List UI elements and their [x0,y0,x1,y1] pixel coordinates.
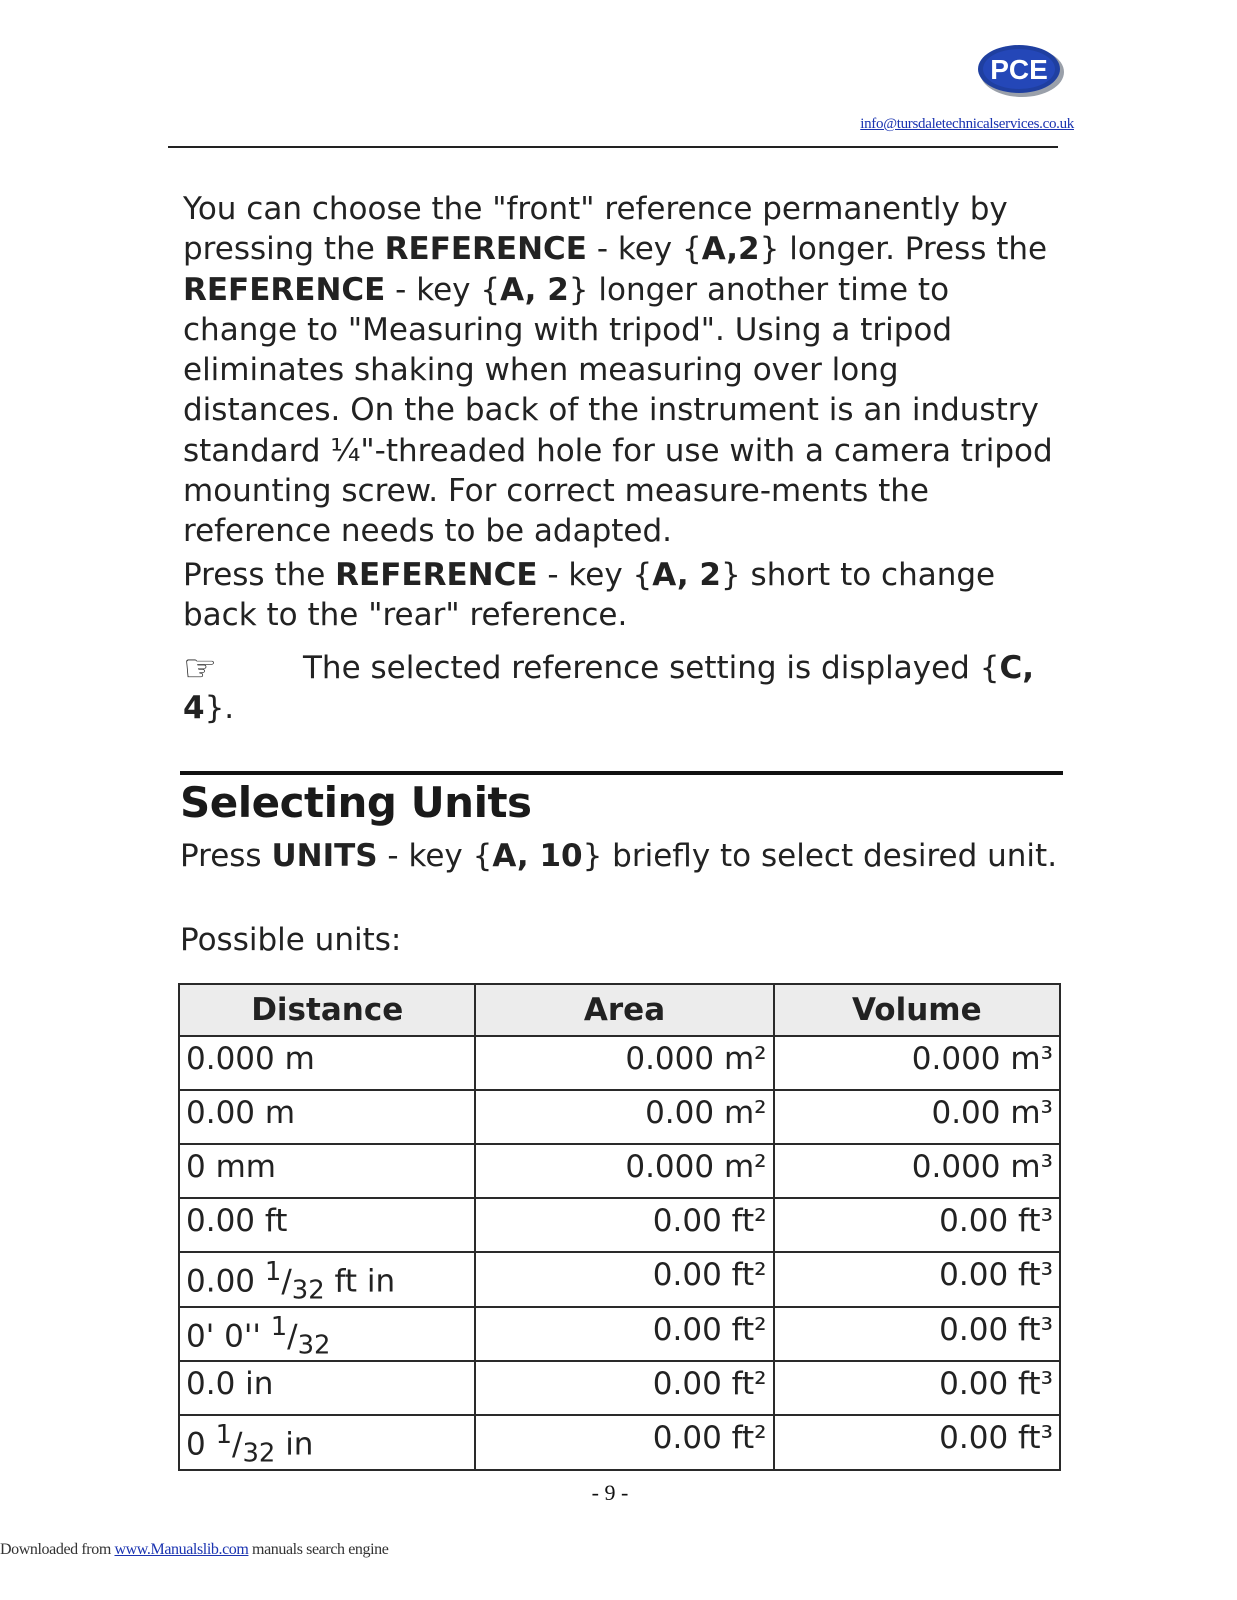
distance-cell: 0.00 ft [179,1198,475,1252]
rear-reference-paragraph: Press the REFERENCE - key {A, 2} short to change back to the "rear" reference. [183,557,996,634]
volume-cell: 0.000 m³ [774,1036,1060,1090]
area-cell: 0.00 ft² [475,1307,773,1362]
manualslib-link[interactable]: www.Manualslib.com [114,1541,249,1558]
table-row [179,1144,1060,1198]
area-cell: 0.000 m² [475,1144,773,1198]
area-cell: 0.000 m² [475,1036,773,1090]
table-row [179,1361,1060,1415]
distance-cell: 0.000 m [179,1036,475,1090]
logo-text: PCE [990,54,1048,85]
volume-cell: 0.00 ft³ [774,1198,1060,1252]
pce-logo [975,42,1065,98]
distance-cell: 0.0 in [179,1361,475,1415]
table-row [179,1198,1060,1252]
section-heading: Selecting Units [180,778,532,827]
volume-cell: 0.000 m³ [774,1144,1060,1198]
distance-cell: 0.00 m [179,1090,475,1144]
header-area: Area [475,984,773,1036]
volume-cell: 0.00 ft³ [774,1252,1060,1307]
volume-cell: 0.00 ft³ [774,1415,1060,1470]
header-distance: Distance [179,984,475,1036]
page-number: - 9 - [591,1480,629,1505]
section-divider [180,771,1063,775]
possible-units-label: Possible units: [180,922,402,958]
distance-cell: 0 mm [179,1144,475,1198]
units-table [178,983,1061,1471]
table-row [179,1252,1060,1307]
table-row [179,1090,1060,1144]
area-cell: 0.00 ft² [475,1361,773,1415]
volume-cell: 0.00 ft³ [774,1307,1060,1362]
reference-note: ☞ The selected reference setting is displayed {C, 4}. [183,646,1034,727]
area-cell: 0.00 ft² [475,1252,773,1307]
table-row [179,1307,1060,1362]
area-cell: 0.00 m² [475,1090,773,1144]
header-divider [168,146,1058,148]
area-cell: 0.00 ft² [475,1198,773,1252]
download-footer: Downloaded from www.Manualslib.com manuals search engine [0,1541,389,1558]
pointing-hand-icon: ☞ [183,646,218,690]
contact-email-link[interactable]: info@tursdaletechnicalservices.co.uk [860,116,1074,132]
reference-paragraph: You can choose the "front" reference permanently by pressing the REFERENCE - key {A,2} longer. Press the REFERENCE - key {A, 2} longer another time to change to "Measuring with tripod". Using a tripod eliminates shaking when measuring over long distances. On the back of the instrument is an industry standard ¼"-threaded hole for use with a camera tripod mounting screw. For correct measure-ments the reference needs to be adapted. [183,191,1053,550]
volume-cell: 0.00 m³ [774,1090,1060,1144]
distance-cell: 0 $^1/_{32}$ in [179,1415,475,1470]
area-cell: 0.00 ft² [475,1415,773,1470]
table-row [179,1415,1060,1470]
distance-cell: 0' 0'' $^1/_{32}$ [179,1307,475,1362]
volume-cell: 0.00 ft³ [774,1361,1060,1415]
table-header-row [179,984,1060,1036]
units-instruction: Press UNITS - key {A, 10} briefly to select desired unit. [180,838,1058,874]
distance-cell: 0.00 $^1/_{32}$ ft in [179,1252,475,1307]
header-volume: Volume [774,984,1060,1036]
table-row [179,1036,1060,1090]
